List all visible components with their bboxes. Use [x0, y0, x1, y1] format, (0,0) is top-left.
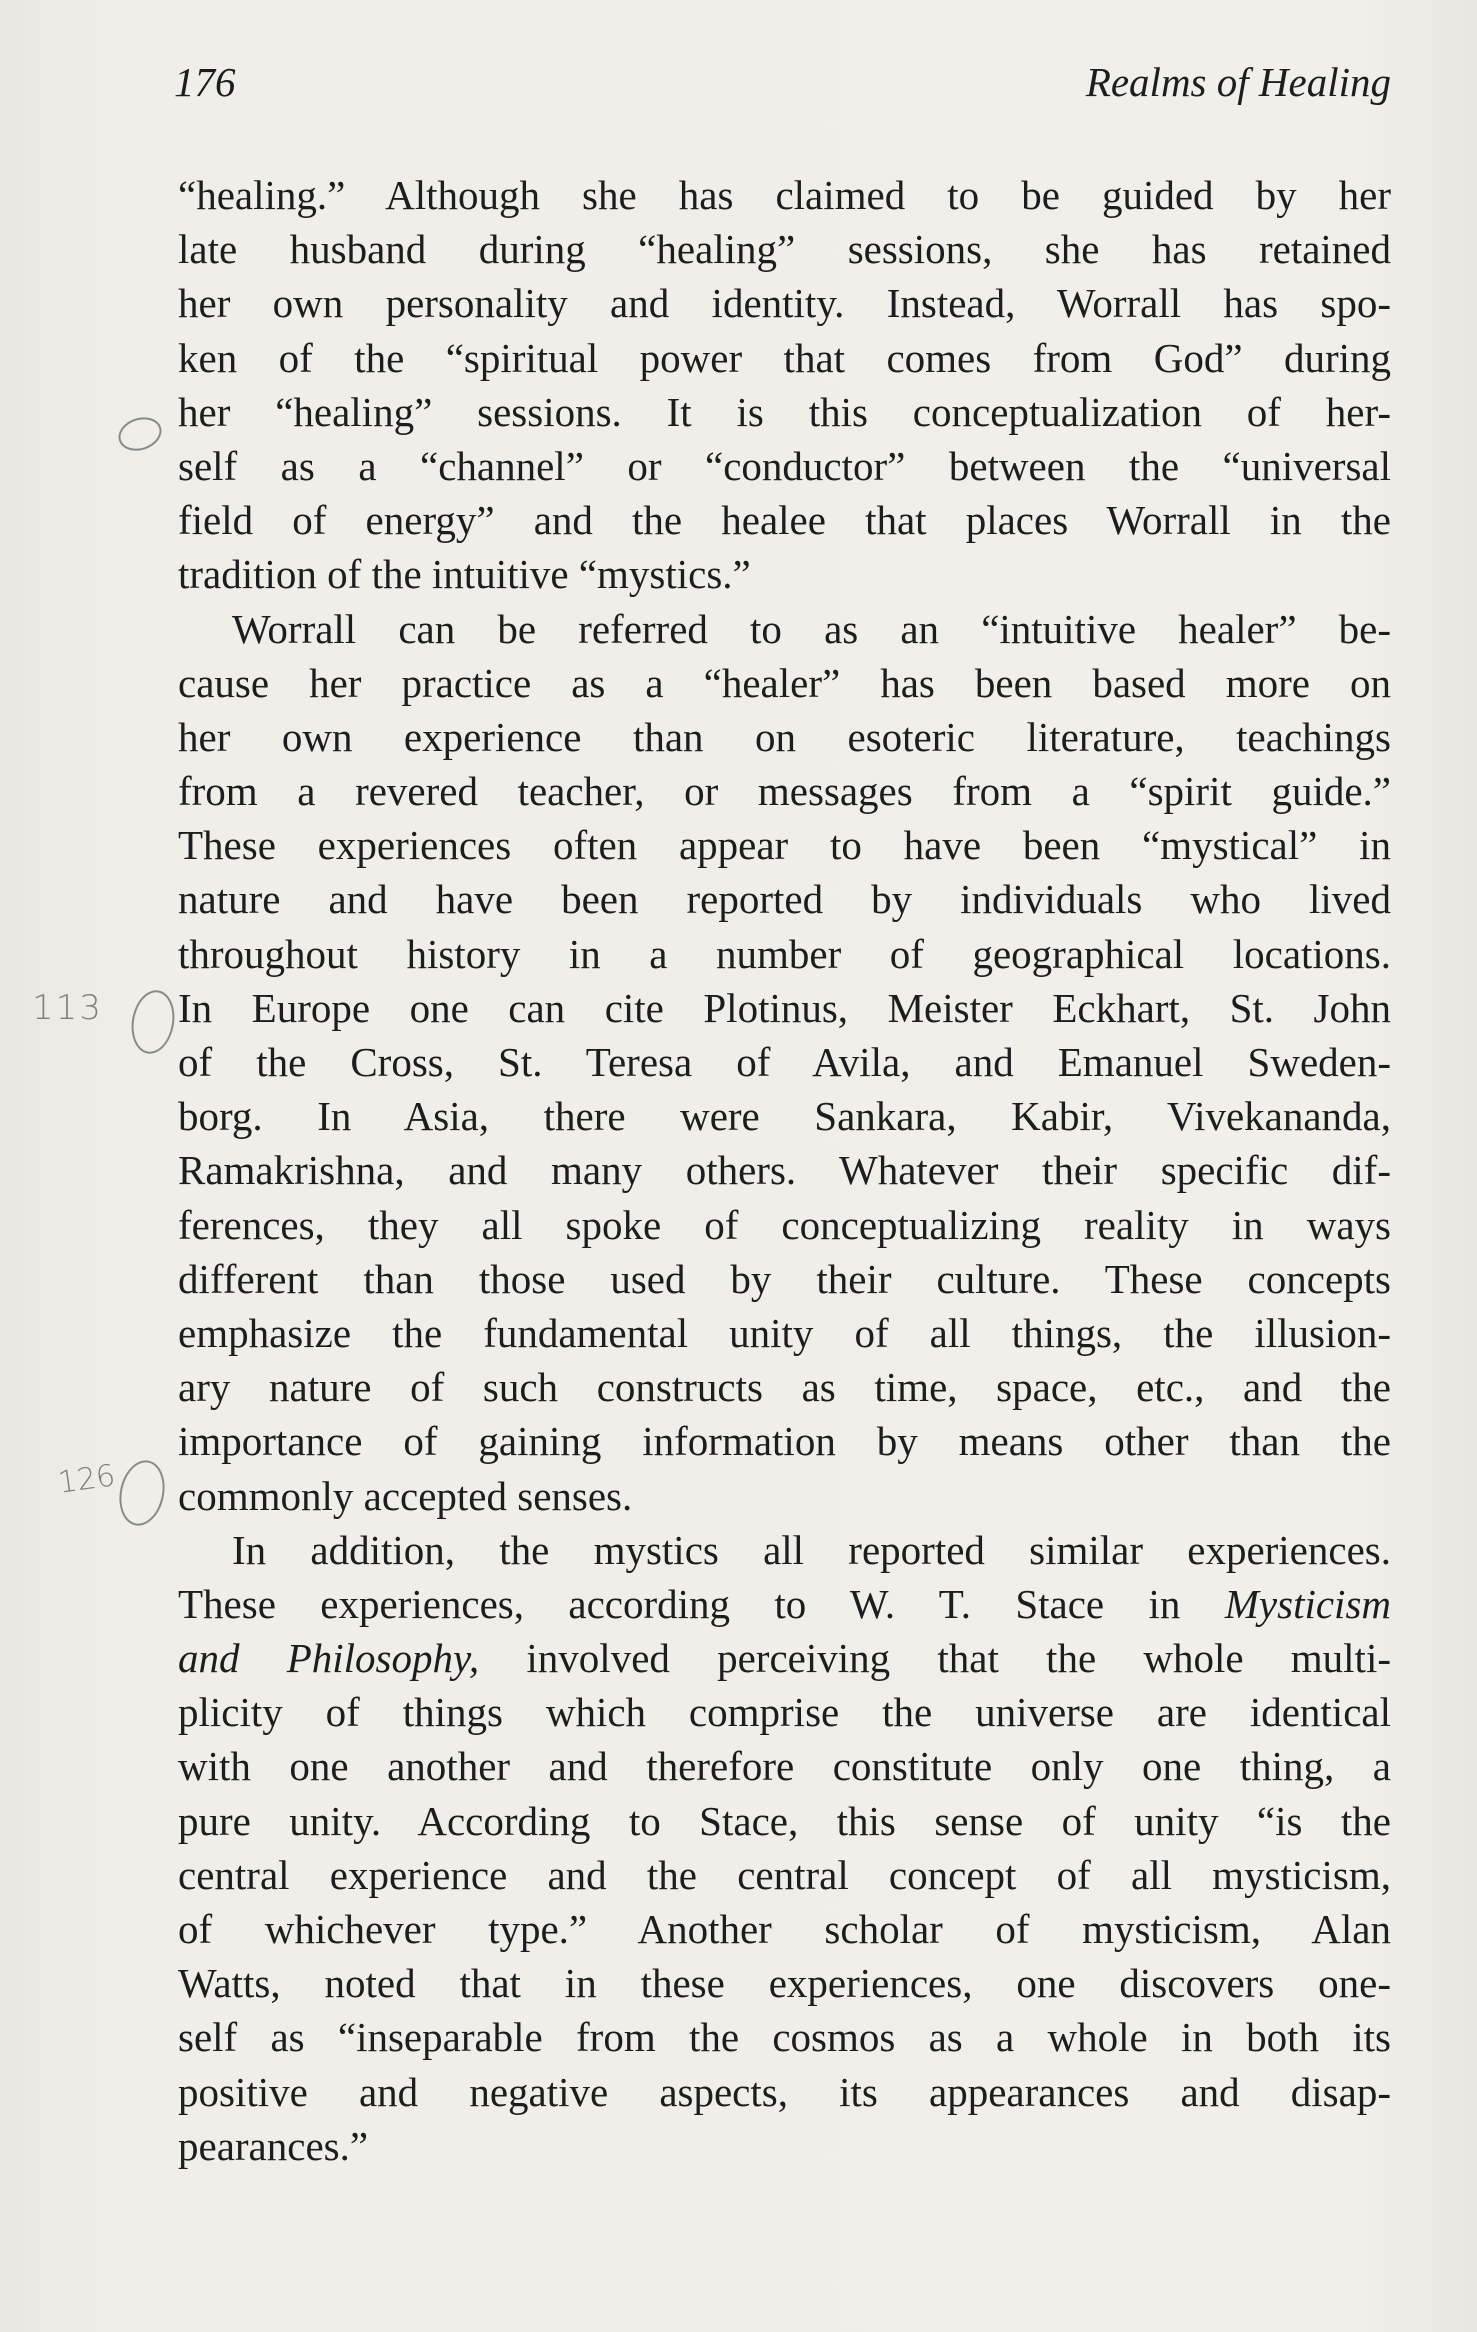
text-line: nature and have been reported by individuals who lived	[178, 876, 1391, 923]
text-line: throughout history in a number of geographical locations.	[178, 930, 1391, 977]
text-line: central experience and the central concept of all mysticism,	[178, 1851, 1391, 1898]
pencil-circle-mark	[127, 987, 179, 1057]
margin-note: 126	[55, 1458, 118, 1501]
text-line: borg. In Asia, there were Sankara, Kabir, Vivekananda,	[178, 1093, 1391, 1140]
text-line: of whichever type.” Another scholar of mysticism, Alan	[178, 1906, 1391, 1952]
page-header	[174, 52, 1391, 112]
pencil-circle-mark	[114, 1456, 171, 1530]
text-line: positive and negative aspects, its appearances and disap-	[178, 2068, 1391, 2115]
text-line: In addition, the mystics all reported similar experiences.	[232, 1526, 1391, 1573]
text-line: ken of the “spiritual power that comes from God” during	[178, 334, 1391, 381]
book-title-italic: Mysticism	[1224, 1580, 1392, 1627]
text-line: pearances.”	[178, 2122, 369, 2169]
running-head: Realms of Healing	[1085, 59, 1391, 105]
text-line: self as a “channel” or “conductor” between the “universal	[178, 442, 1391, 489]
text-line: different than those used by their culture. These concepts	[178, 1255, 1391, 1302]
text-line: self as “inseparable from the cosmos as a whole in both its	[178, 2014, 1391, 2061]
text-line: Worrall can be referred to as an “intuitive healer” be-	[232, 605, 1391, 652]
margin-note: 113	[32, 988, 103, 1028]
text-line: importance of gaining information by means other than the	[178, 1418, 1391, 1465]
text-line: In Europe one can cite Plotinus, Meister Eckhart, St. John	[178, 984, 1391, 1031]
text-line: Ramakrishna, and many others. Whatever their specific dif-	[178, 1147, 1391, 1194]
text-line: her “healing” sessions. It is this conceptualization of her-	[178, 388, 1391, 435]
page-number: 176	[174, 59, 236, 105]
text-run: involved perceiving that the whole multi-	[526, 1635, 1391, 1682]
text-line: These experiences often appear to have been “mystical” in	[178, 822, 1391, 869]
body-text	[178, 168, 1391, 2173]
text-line: ary nature of such constructs as time, space, etc., and the	[178, 1364, 1391, 1411]
text-line: emphasize the fundamental unity of all things, the illusion-	[178, 1309, 1391, 1356]
text-line: tradition of the intuitive “mystics.”	[178, 551, 751, 598]
text-line-mixed	[178, 1577, 1391, 1631]
text-line: late husband during “healing” sessions, she has retained	[178, 226, 1391, 273]
text-line: from a revered teacher, or messages from a “spirit guide.”	[178, 768, 1391, 815]
pencil-circle-mark	[114, 412, 166, 456]
text-line: her own experience than on esoteric literature, teachings	[178, 713, 1391, 760]
text-line-mixed	[178, 1631, 1391, 1685]
text-line: “healing.” Although she has claimed to be guided by her	[178, 172, 1391, 218]
text-line: commonly accepted senses.	[178, 1472, 633, 1519]
text-line: Watts, noted that in these experiences, one discovers one-	[178, 1960, 1391, 2007]
text-line: cause her practice as a “healer” has been based more on	[178, 659, 1391, 706]
text-line: pure unity. According to Stace, this sense of unity “is the	[178, 1797, 1391, 1844]
text-line: of the Cross, St. Teresa of Avila, and Emanuel Sweden-	[178, 1039, 1391, 1085]
text-run: These experiences, according to W. T. Stace in	[178, 1580, 1181, 1627]
text-line: ferences, they all spoke of conceptualizing reality in ways	[178, 1201, 1391, 1248]
book-title-italic: and Philosophy,	[178, 1635, 480, 1682]
text-line: her own personality and identity. Instead, Worrall has spo-	[178, 280, 1391, 327]
text-line: plicity of things which comprise the universe are identical	[178, 1689, 1391, 1736]
text-line: with one another and therefore constitute only one thing, a	[178, 1743, 1391, 1790]
text-line: field of energy” and the healee that places Worrall in the	[178, 497, 1391, 544]
